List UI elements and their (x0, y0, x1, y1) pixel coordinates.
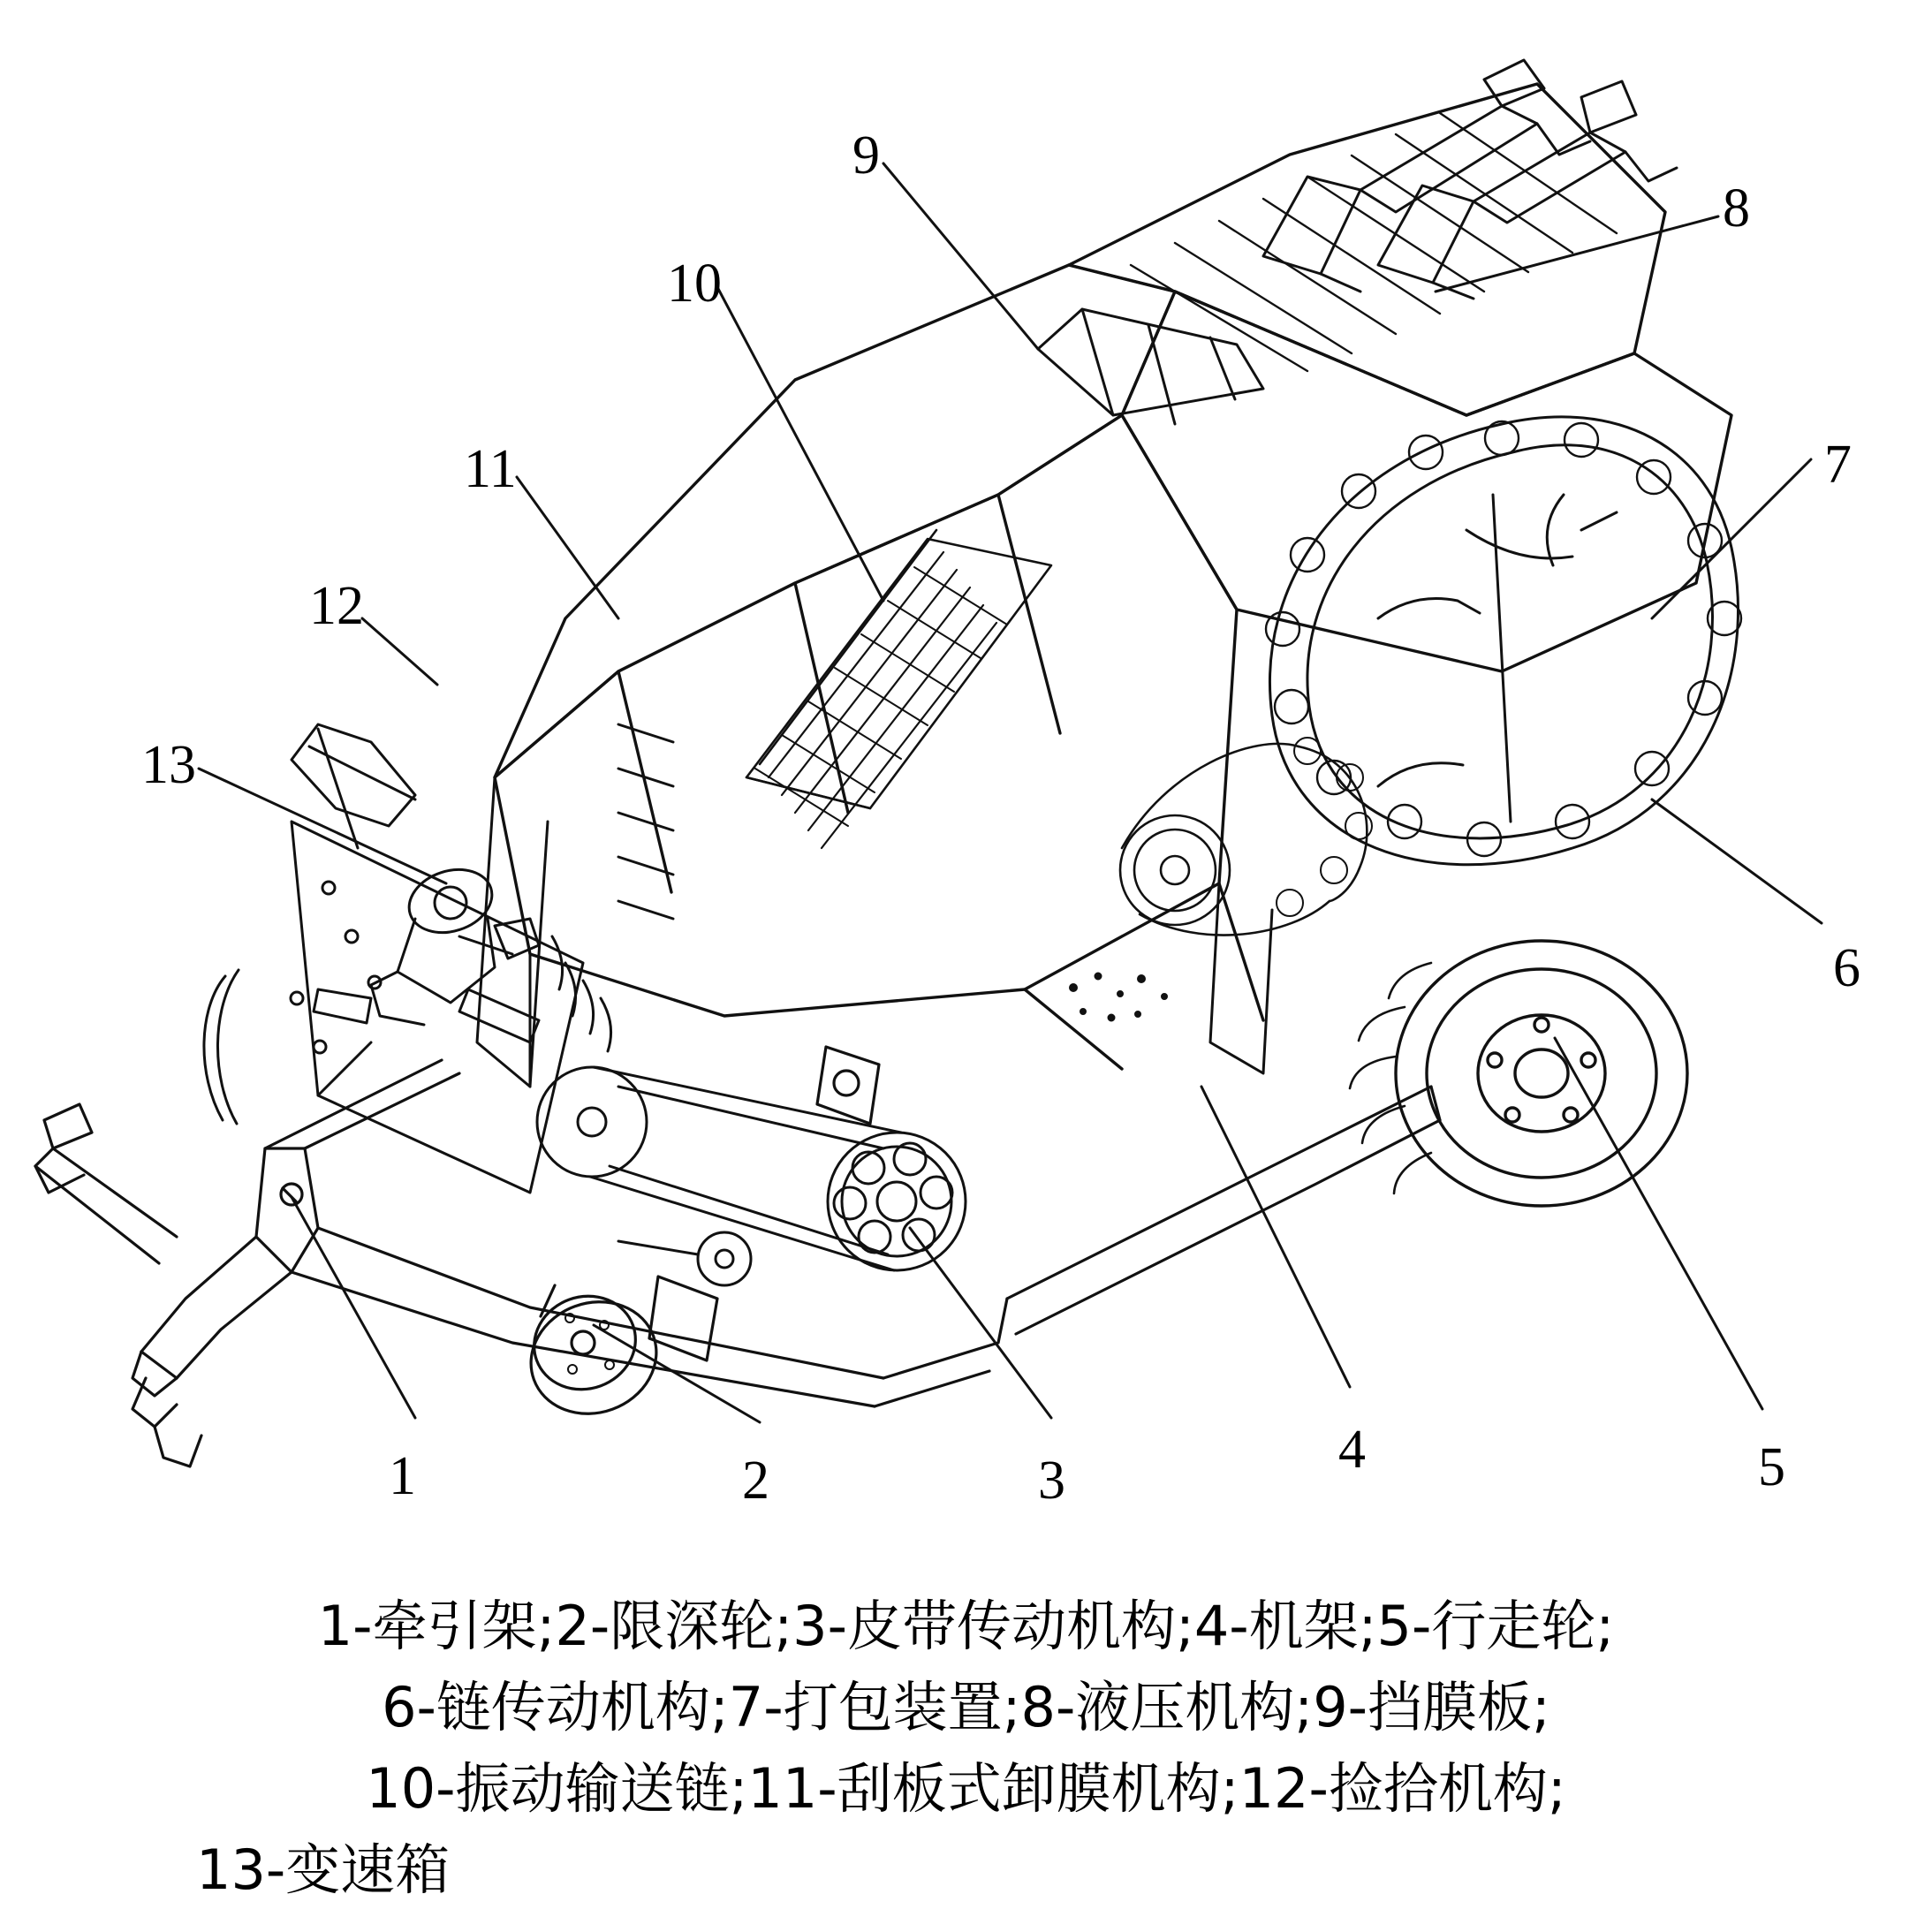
callout-11: 11 (464, 439, 517, 499)
frame-supports (477, 777, 1272, 1087)
callout-8: 8 (1723, 178, 1750, 239)
chain-drive-mechanism (1120, 738, 1372, 936)
callout-2: 2 (742, 1451, 769, 1511)
legend-line-1: 1-牵引架;2-限深轮;3-皮带传动机构;4-机架;5-行走轮; (317, 1594, 1615, 1658)
callout-4: 4 (1338, 1420, 1366, 1480)
film-blocking-plate (1038, 309, 1263, 424)
machine-frame (495, 84, 1731, 1069)
pickup-ribs (618, 724, 673, 919)
figure-legend (0, 1586, 1932, 1911)
top-ribbed-panel (1131, 113, 1617, 371)
callout-12: 12 (309, 576, 364, 636)
callout-10: 10 (667, 254, 722, 314)
callout-9: 9 (852, 125, 880, 186)
belt-drive-mechanism (537, 1067, 966, 1285)
callout-1: 1 (389, 1446, 416, 1506)
road-wheel (1350, 941, 1687, 1206)
hydraulic-mechanism (1263, 60, 1677, 299)
rear-left-wheel-partial (204, 970, 239, 1124)
callout-3: 3 (1038, 1451, 1065, 1511)
callout-5: 5 (1758, 1437, 1785, 1497)
vibrating-conveyor-chain (746, 530, 1051, 848)
debris-specks (1070, 974, 1167, 1021)
legend-line-2: 6-链传动机构;7-打包装置;8-液压机构;9-挡膜板; (382, 1675, 1550, 1739)
callout-13: 13 (141, 735, 196, 795)
tow-hitch-frame (35, 1047, 1440, 1466)
baling-device (1266, 417, 1741, 865)
legend-line-4: 13-变速箱 (196, 1837, 451, 1902)
callout-7: 7 (1824, 435, 1852, 495)
callout-leader-lines (199, 163, 1822, 1422)
callout-6: 6 (1833, 938, 1860, 998)
pickup-tines (552, 936, 611, 1051)
legend-line-3: 10-振动输送链;11-刮板式卸膜机构;12-捡拾机构; (366, 1756, 1566, 1821)
